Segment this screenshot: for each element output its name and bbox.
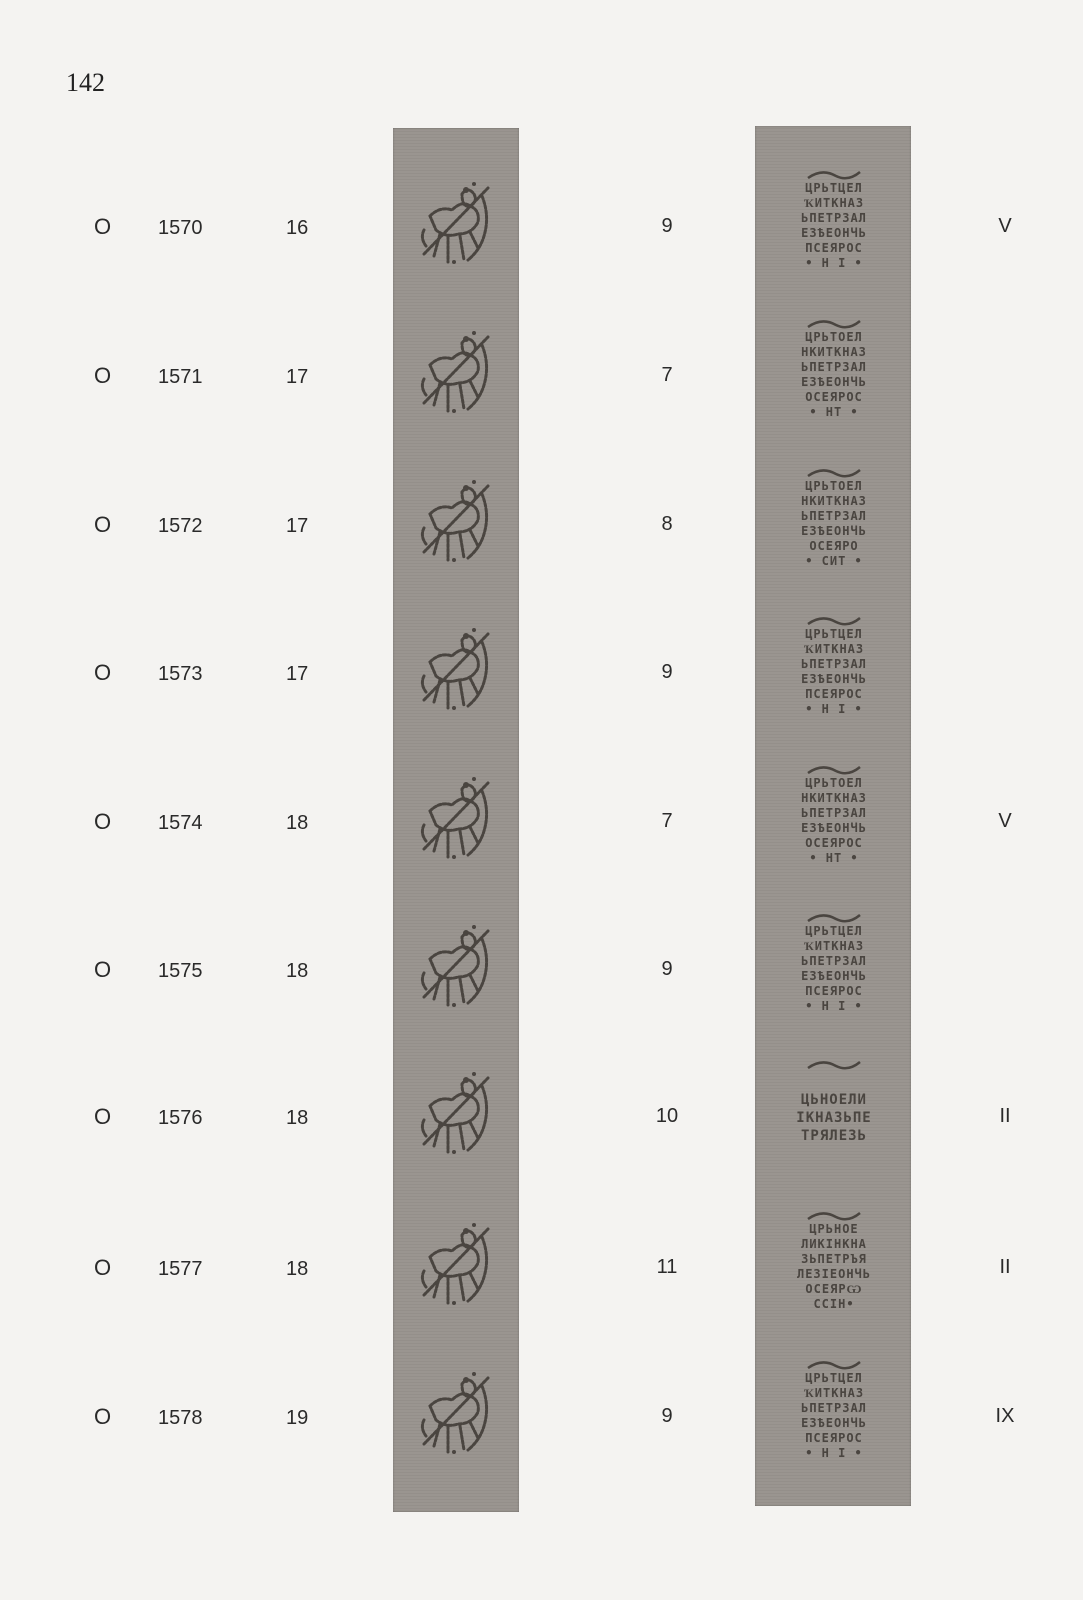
coin-metal-mark: О bbox=[94, 512, 112, 537]
catalogue-row bbox=[0, 1222, 1083, 1421]
legend-line: ТРЯЛЕЗЬ bbox=[800, 1128, 868, 1144]
legend-line: ЦРЬТЦЕЛ bbox=[805, 1371, 863, 1385]
catalogue-number: 1574 bbox=[158, 812, 203, 834]
catalogue-number: 1572 bbox=[158, 515, 203, 537]
legend-line: ЕЗѢЕОНЧЬ bbox=[801, 226, 867, 240]
legend-line-count: 9 bbox=[661, 661, 673, 683]
reverse-legend bbox=[778, 466, 890, 584]
titlo-mark-icon bbox=[808, 767, 860, 773]
legend-line: ЦРЬТЦЕЛ bbox=[805, 924, 863, 938]
coin-metal-mark: О bbox=[94, 660, 112, 685]
reverse-legend bbox=[778, 1358, 890, 1476]
page-number: 142 bbox=[66, 68, 105, 97]
rider-with-spear-icon bbox=[418, 771, 494, 867]
legend-line: ПСЕЯРОС bbox=[805, 241, 863, 255]
catalogue-row bbox=[0, 1092, 1083, 1270]
titlo-mark-icon bbox=[808, 1062, 860, 1068]
legend-line: ЕЗѢЕОНЧЬ bbox=[801, 821, 867, 835]
coin-metal-mark: О bbox=[94, 809, 112, 834]
legend-line: ЬПЕТРЗАЛ bbox=[801, 806, 867, 820]
legend-line: ҠИТКНАЗ bbox=[803, 642, 865, 656]
catalogue-number: 1571 bbox=[158, 366, 203, 388]
coin-metal-mark: О bbox=[94, 214, 112, 239]
reverse-legend bbox=[778, 614, 890, 732]
catalogue-number: 1573 bbox=[158, 663, 203, 685]
legend-line: ОСЕЯРѠ bbox=[805, 1282, 863, 1296]
type-group: IX bbox=[995, 1405, 1015, 1427]
rider-with-spear-icon bbox=[418, 919, 494, 1015]
legend-line: ЬПЕТРЗАЛ bbox=[801, 1401, 867, 1415]
titlo-mark-icon bbox=[808, 172, 860, 178]
rider-with-spear-icon bbox=[418, 1066, 494, 1162]
legend-line: ЬПЕТРЗАЛ bbox=[801, 360, 867, 374]
legend-line: ЕЗѢЕОНЧЬ bbox=[801, 969, 867, 983]
legend-line: ЦРЬТЦЕЛ bbox=[805, 627, 863, 641]
legend-line: НКИТКНАЗ bbox=[801, 345, 867, 359]
coin-metal-mark: О bbox=[94, 1104, 112, 1129]
legend-line: ЕЗѢЕОНЧЬ bbox=[801, 524, 867, 538]
catalogue-row bbox=[0, 924, 1083, 1123]
legend-line: ЕЗѢЕОНЧЬ bbox=[801, 1416, 867, 1430]
legend-line-count: 9 bbox=[661, 1405, 673, 1427]
type-group: V bbox=[998, 810, 1012, 832]
rider-with-spear-icon bbox=[418, 325, 494, 421]
titlo-mark-icon bbox=[808, 321, 860, 327]
legend-line: • Н І • bbox=[805, 1446, 863, 1460]
catalogue-number: 1578 bbox=[158, 1407, 203, 1429]
legend-line: • Н І • bbox=[805, 256, 863, 270]
legend-line-count: 11 bbox=[656, 1256, 678, 1278]
catalogue-row bbox=[0, 479, 1083, 678]
legend-line: ЛИКІНКНА bbox=[801, 1237, 867, 1251]
legend-line: ЕЗѢЕОНЧЬ bbox=[801, 375, 867, 389]
catalogue-row bbox=[0, 330, 1083, 529]
legend-line: ЦРЬТОЕЛ bbox=[805, 479, 863, 493]
legend-line: ЦЬНОЕЛИ bbox=[800, 1092, 868, 1108]
reverse-legend bbox=[778, 911, 890, 1029]
reverse-legend bbox=[778, 1058, 890, 1176]
coin-weight: 17 bbox=[286, 366, 309, 388]
legend-line: ОСЕЯРО bbox=[809, 539, 859, 553]
coin-weight: 17 bbox=[286, 515, 309, 537]
rider-with-spear-icon bbox=[418, 1366, 494, 1462]
legend-line: ПСЕЯРОС bbox=[805, 687, 863, 701]
legend-line: ЬПЕТРЗАЛ bbox=[801, 211, 867, 225]
reverse-legend bbox=[778, 1209, 890, 1327]
type-group: II bbox=[999, 1256, 1011, 1278]
legend-line-count: 9 bbox=[661, 215, 673, 237]
titlo-mark-icon bbox=[808, 618, 860, 624]
catalogue-row bbox=[0, 181, 1083, 380]
reverse-legend bbox=[778, 317, 890, 435]
legend-line: ЬПЕТРЗАЛ bbox=[801, 954, 867, 968]
rider-with-spear-icon bbox=[418, 474, 494, 570]
coin-weight: 19 bbox=[286, 1407, 309, 1429]
legend-line: ЕЗѢЕОНЧЬ bbox=[801, 672, 867, 686]
rider-with-spear-icon bbox=[418, 176, 494, 272]
coin-weight: 18 bbox=[286, 1258, 309, 1280]
legend-line: ЬПЕТРЗАЛ bbox=[801, 509, 867, 523]
reverse-legend bbox=[778, 763, 890, 881]
type-group: V bbox=[998, 215, 1012, 237]
legend-line: ПСЕЯРОС bbox=[805, 1431, 863, 1445]
reverse-legend bbox=[778, 168, 890, 286]
catalogue-row bbox=[0, 627, 1083, 826]
legend-line: • НТ • bbox=[809, 851, 859, 865]
legend-line-count: 7 bbox=[661, 364, 673, 386]
legend-line-count: 10 bbox=[655, 1105, 679, 1127]
legend-line: НКИТКНАЗ bbox=[801, 791, 867, 805]
titlo-mark-icon bbox=[808, 1362, 860, 1368]
catalogue-row bbox=[0, 776, 1083, 975]
legend-line: ҠИТКНАЗ bbox=[803, 196, 865, 210]
coin-metal-mark: О bbox=[94, 1255, 112, 1280]
legend-line: ІКНАЗЬПЕ bbox=[796, 1110, 872, 1126]
legend-line: ОСЕЯРОС bbox=[805, 390, 863, 404]
type-group: II bbox=[999, 1105, 1011, 1127]
coin-weight: 16 bbox=[286, 217, 309, 239]
legend-line: • Н І • bbox=[805, 999, 863, 1013]
legend-line: • СИТ • bbox=[805, 554, 863, 568]
catalogue-number: 1575 bbox=[158, 960, 203, 982]
legend-line: ҠИТКНАЗ bbox=[803, 939, 865, 953]
legend-line: ЛЕЗІЕОНЧЬ bbox=[796, 1267, 872, 1281]
coin-weight: 18 bbox=[286, 960, 309, 982]
catalogue-number: 1577 bbox=[158, 1258, 203, 1280]
catalogue-number: 1576 bbox=[158, 1107, 203, 1129]
legend-line: ЦРЬТОЕЛ bbox=[805, 776, 863, 790]
rider-with-spear-icon bbox=[418, 622, 494, 718]
titlo-mark-icon bbox=[808, 1213, 860, 1219]
titlo-mark-icon bbox=[808, 915, 860, 921]
coin-weight: 18 bbox=[286, 1107, 309, 1129]
legend-line: ҠИТКНАЗ bbox=[803, 1386, 865, 1400]
legend-line: • Н І • bbox=[805, 702, 863, 716]
catalogue-row bbox=[0, 1371, 1083, 1570]
rider-with-spear-icon bbox=[418, 1217, 494, 1313]
coin-metal-mark: О bbox=[94, 363, 112, 388]
legend-line: ЦРЬТОЕЛ bbox=[805, 330, 863, 344]
legend-line-count: 7 bbox=[661, 810, 673, 832]
legend-line: ССІН• bbox=[813, 1297, 855, 1311]
coin-weight: 18 bbox=[286, 812, 309, 834]
legend-line: ЦРЬНОЕ bbox=[809, 1222, 859, 1236]
legend-line: ЦРЬТЦЕЛ bbox=[805, 181, 863, 195]
coin-metal-mark: О bbox=[94, 1404, 112, 1429]
legend-line-count: 8 bbox=[661, 513, 673, 535]
legend-line: ЗЬПЕТРЪЯ bbox=[801, 1252, 867, 1266]
legend-line: • НТ • bbox=[809, 405, 859, 419]
titlo-mark-icon bbox=[808, 470, 860, 476]
legend-line: ЬПЕТРЗАЛ bbox=[801, 657, 867, 671]
catalogue-number: 1570 bbox=[158, 217, 203, 239]
legend-line: ОСЕЯРОС bbox=[805, 836, 863, 850]
coin-weight: 17 bbox=[286, 663, 309, 685]
legend-line-count: 9 bbox=[661, 958, 673, 980]
legend-line: НКИТКНАЗ bbox=[801, 494, 867, 508]
coin-metal-mark: О bbox=[94, 957, 112, 982]
legend-line: ПСЕЯРОС bbox=[805, 984, 863, 998]
